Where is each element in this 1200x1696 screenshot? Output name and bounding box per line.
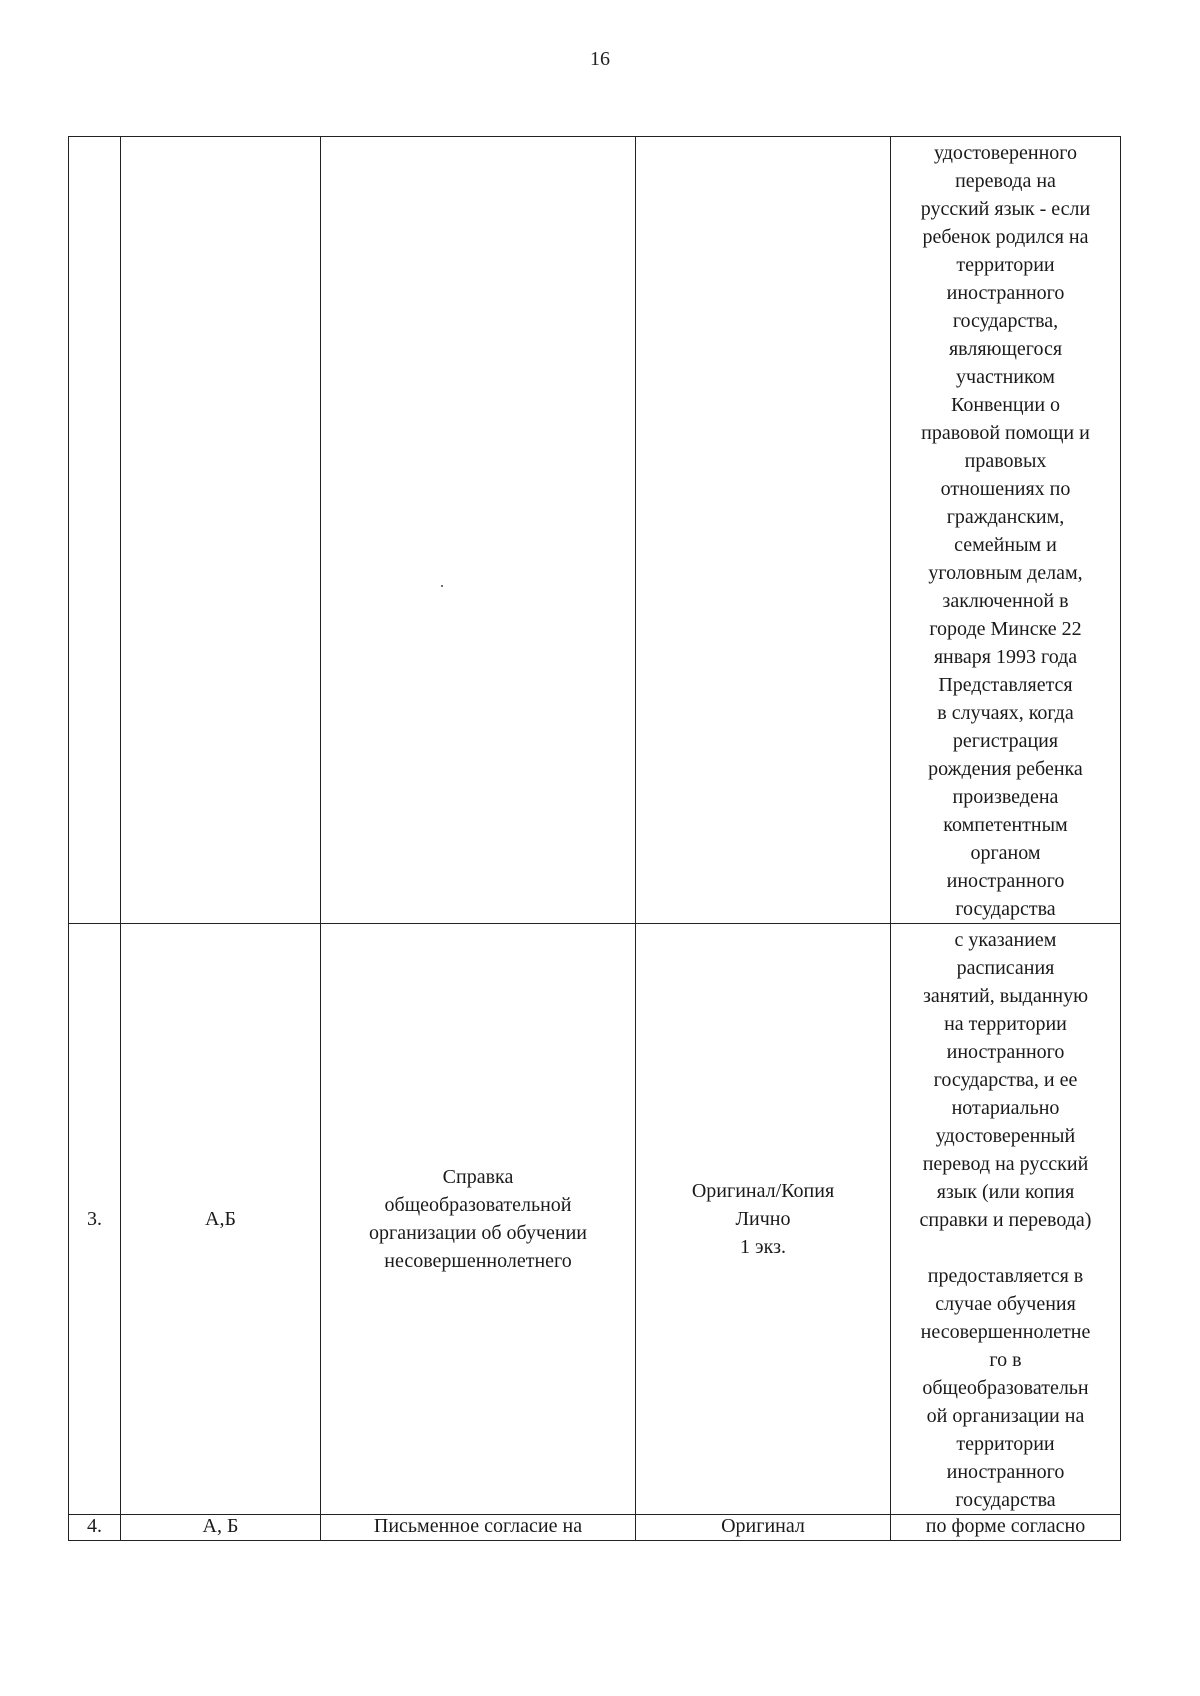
page-number: 16 — [590, 48, 610, 70]
table-row-4 — [69, 1515, 1121, 1541]
table-row-continued — [69, 137, 1121, 924]
cell-form-empty — [636, 137, 891, 924]
cell-note-continued: удостоверенного перевода на русский язык - если ребенок родился на территории иностранного государства, являющегося участником Конвенции о правовой помощи и правовых отношениях по гражданским, семейным и уголовным делам, заключенной в городе Минске 22 января 1993 года Представляется в случаях, когда регистрация рождения ребенка произведена компетентным органом иностранного государства — [891, 137, 1121, 924]
cell-document: Справка общеобразовательной организации об обучении несовершеннолетнего — [321, 924, 636, 1515]
cell-form: Оригинал/Копия Лично 1 экз. — [636, 924, 891, 1515]
cell-note: с указанием расписания занятий, выданную на территории иностранного государства, и ее нотариально удостоверенный перевод на русский язык (или копия справки и перевода) предоставляется в случае обучения несовершеннолетне го в общеобразовательн ой организации на территории иностранного государства — [891, 924, 1121, 1515]
cell-number: 3. — [69, 924, 121, 1515]
cell-document: Письменное согласие на — [321, 1515, 636, 1541]
documents-table — [68, 136, 1121, 1541]
cell-note: по форме согласно — [891, 1515, 1121, 1541]
cell-category-empty — [121, 137, 321, 924]
cell-form: Оригинал — [636, 1515, 891, 1541]
cell-category: А,Б — [121, 924, 321, 1515]
cell-document-empty — [321, 137, 636, 924]
cell-category: А, Б — [121, 1515, 321, 1541]
cell-number-empty — [69, 137, 121, 924]
cell-number: 4. — [69, 1515, 121, 1541]
scan-speck — [441, 585, 443, 587]
table-row-3 — [69, 924, 1121, 1515]
